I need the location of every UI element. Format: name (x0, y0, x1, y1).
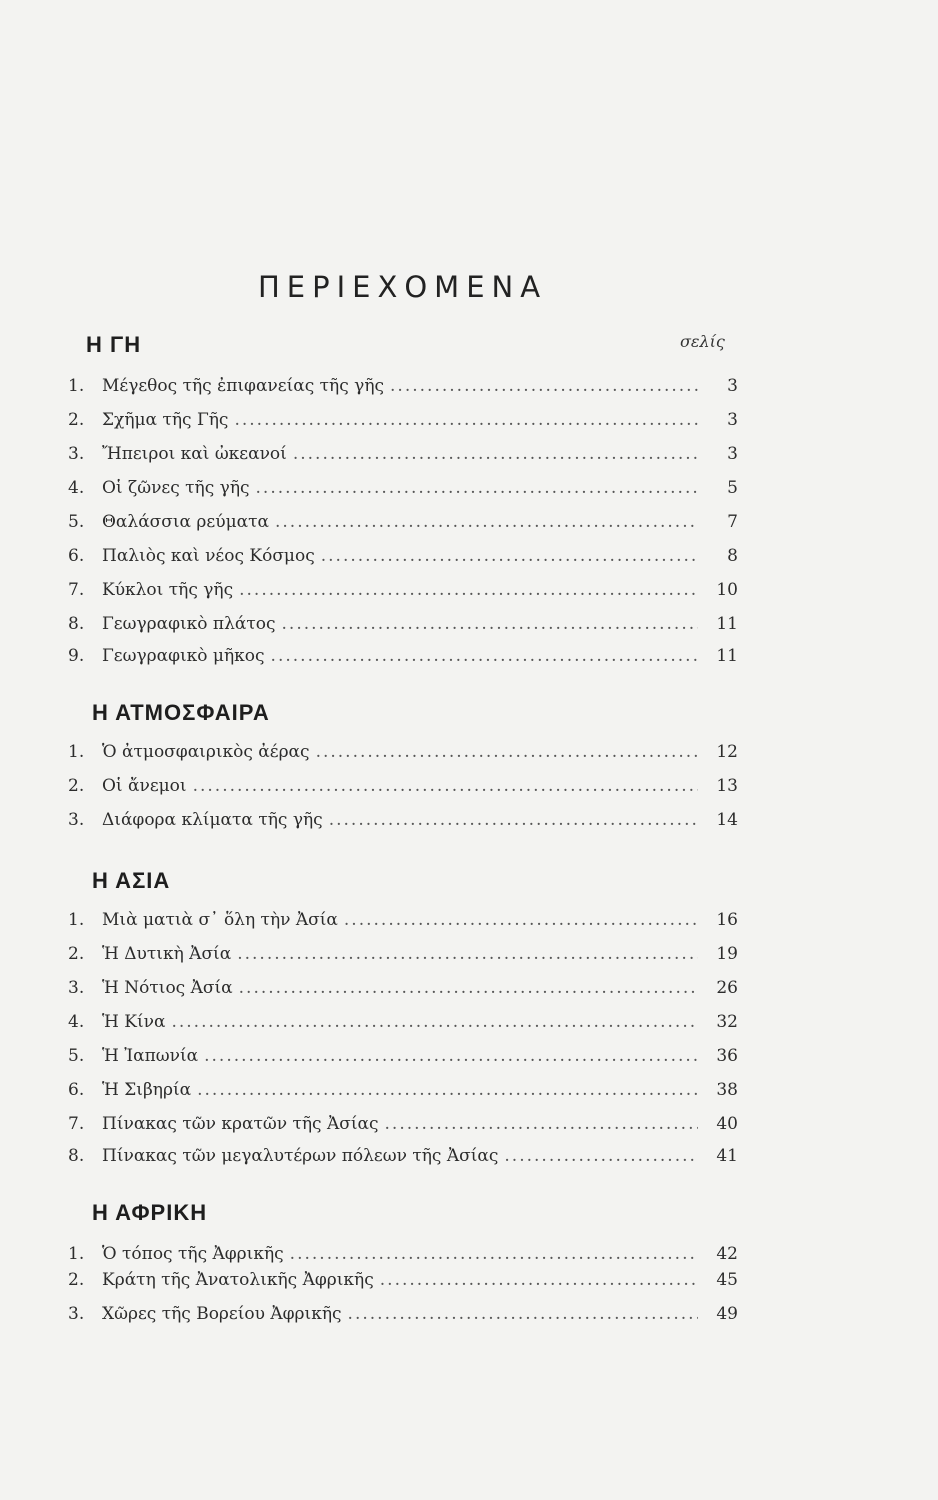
dot-leader (316, 742, 698, 762)
entry-title: Οἱ ἄνεμοι (102, 776, 187, 796)
dot-leader (504, 1146, 698, 1166)
toc-entry (68, 1304, 738, 1334)
section-heading-afriki: Η ΑΦΡΙΚΗ (92, 1200, 208, 1225)
entry-number: 5. (68, 512, 85, 532)
entry-title: Ἡ Νότιος Ἀσία (102, 978, 233, 998)
toc-entry (68, 776, 738, 806)
dot-leader (234, 410, 698, 430)
entry-number: 1. (68, 742, 85, 762)
toc-entry (68, 546, 738, 576)
entry-title: Κύκλοι τῆς γῆς (102, 580, 234, 600)
entry-title: Ὁ ἀτμοσφαιρικὸς ἀέρας (102, 742, 310, 762)
entry-page: 3 (727, 444, 738, 464)
entry-title: Παλιὸς καὶ νέος Κόσμος (102, 546, 315, 566)
entry-title: Γεωγραφικὸ μῆκος (102, 646, 265, 666)
dot-leader (290, 1244, 698, 1264)
entry-number: 2. (68, 410, 85, 430)
entry-title: Οἱ ζῶνες τῆς γῆς (102, 478, 250, 498)
entry-title: Ἡ Ἰαπωνία (102, 1046, 199, 1066)
toc-entry (68, 1046, 738, 1076)
entry-number: 6. (68, 546, 85, 566)
entry-title: Πίνακας τῶν μεγαλυτέρων πόλεων τῆς Ἀσίας (102, 1146, 499, 1166)
entry-number: 2. (68, 1270, 85, 1290)
toc-entry (68, 1012, 738, 1042)
entry-number: 2. (68, 944, 85, 964)
entry-number: 3. (68, 978, 85, 998)
entry-page: 38 (716, 1080, 738, 1100)
entry-title: Σχῆμα τῆς Γῆς (102, 410, 229, 430)
toc-entry (68, 376, 738, 406)
dot-leader (237, 944, 698, 964)
entry-page: 26 (716, 978, 738, 998)
entry-page: 5 (727, 478, 738, 498)
entry-number: 8. (68, 614, 85, 634)
dot-leader (282, 614, 698, 634)
toc-entry (68, 410, 738, 440)
toc-entry (68, 512, 738, 542)
entry-title: Θαλάσσια ρεύματα (102, 512, 269, 532)
entry-number: 7. (68, 1114, 85, 1134)
dot-leader (344, 910, 698, 930)
entry-title: Γεωγραφικὸ πλάτος (102, 614, 276, 634)
section-heading-asia: Η ΑΣΙΑ (92, 868, 171, 893)
entry-page: 3 (727, 376, 738, 396)
dot-leader (390, 376, 698, 396)
entry-number: 3. (68, 444, 85, 464)
entry-page: 10 (716, 580, 738, 600)
toc-entry (68, 1270, 738, 1300)
dot-leader (293, 444, 698, 464)
entry-number: 5. (68, 1046, 85, 1066)
toc-entry (68, 978, 738, 1008)
entry-title: Ὁ τόπος τῆς Ἀφρικῆς (102, 1244, 284, 1264)
dot-leader (239, 978, 698, 998)
toc-entry (68, 1080, 738, 1110)
page-column-label: σελίς (680, 332, 725, 351)
entry-page: 8 (727, 546, 738, 566)
entry-number: 3. (68, 1304, 85, 1324)
dot-leader (193, 776, 698, 796)
entry-number: 2. (68, 776, 85, 796)
entry-page: 36 (716, 1046, 738, 1066)
toc-entry (68, 444, 738, 474)
toc-entry (68, 1114, 738, 1144)
dot-leader (321, 546, 698, 566)
entry-page: 40 (716, 1114, 738, 1134)
entry-number: 8. (68, 1146, 85, 1166)
entry-page: 7 (727, 512, 738, 532)
dot-leader (256, 478, 698, 498)
entry-page: 19 (716, 944, 738, 964)
dot-leader (171, 1012, 698, 1032)
entry-page: 12 (716, 742, 738, 762)
dot-leader (239, 580, 698, 600)
entry-page: 3 (727, 410, 738, 430)
dot-leader (204, 1046, 698, 1066)
entry-title: Διάφορα κλίματα τῆς γῆς (102, 810, 323, 830)
entry-number: 3. (68, 810, 85, 830)
toc-entry (68, 478, 738, 508)
entry-number: 4. (68, 1012, 85, 1032)
entry-title: Ἤπειροι καὶ ὠκεανοί (102, 444, 287, 464)
entry-title: Μέγεθος τῆς ἐπιφανείας τῆς γῆς (102, 376, 385, 396)
toc-entry (68, 742, 738, 772)
section-heading-atmosfaira: Η ΑΤΜΟΣΦΑΙΡΑ (92, 700, 270, 725)
entry-page: 14 (716, 810, 738, 830)
dot-leader (385, 1114, 698, 1134)
entry-title: Ἡ Σιβηρία (102, 1080, 192, 1100)
toc-entry (68, 944, 738, 974)
entry-title: Κράτη τῆς Ἀνατολικῆς Ἀφρικῆς (102, 1270, 374, 1290)
entry-page: 11 (716, 614, 738, 634)
entry-number: 9. (68, 646, 85, 666)
entry-page: 32 (716, 1012, 738, 1032)
dot-leader (271, 646, 698, 666)
entry-page: 13 (716, 776, 738, 796)
entry-number: 1. (68, 1244, 85, 1264)
entry-page: 49 (716, 1304, 738, 1324)
entry-page: 11 (716, 646, 738, 666)
toc-entry (68, 646, 738, 676)
entry-title: Ἡ Δυτικὴ Ἀσία (102, 944, 232, 964)
entry-title: Χῶρες τῆς Βορείου Ἀφρικῆς (102, 1304, 342, 1324)
entry-number: 7. (68, 580, 85, 600)
toc-entry (68, 910, 738, 940)
entry-page: 41 (716, 1146, 738, 1166)
section-heading-gi: Η ΓΗ (86, 332, 142, 357)
toc-entry (68, 614, 738, 644)
toc-entry (68, 810, 738, 840)
entry-page: 42 (716, 1244, 738, 1264)
entry-page: 16 (716, 910, 738, 930)
entry-title: Μιὰ ματιὰ σ᾽ ὅλη τὴν Ἀσία (102, 910, 338, 930)
entry-number: 6. (68, 1080, 85, 1100)
entry-page: 45 (716, 1270, 738, 1290)
dot-leader (329, 810, 698, 830)
page-title: ΠΕΡΙΕΧΟΜΕΝΑ (258, 270, 548, 304)
dot-leader (348, 1304, 698, 1324)
dot-leader (380, 1270, 698, 1290)
entry-title: Πίνακας τῶν κρατῶν τῆς Ἀσίας (102, 1114, 379, 1134)
entry-number: 1. (68, 376, 85, 396)
dot-leader (275, 512, 698, 532)
entry-number: 1. (68, 910, 85, 930)
entry-title: Ἡ Κίνα (102, 1012, 166, 1032)
entry-number: 4. (68, 478, 85, 498)
toc-entry (68, 580, 738, 610)
toc-entry (68, 1146, 738, 1176)
dot-leader (197, 1080, 698, 1100)
